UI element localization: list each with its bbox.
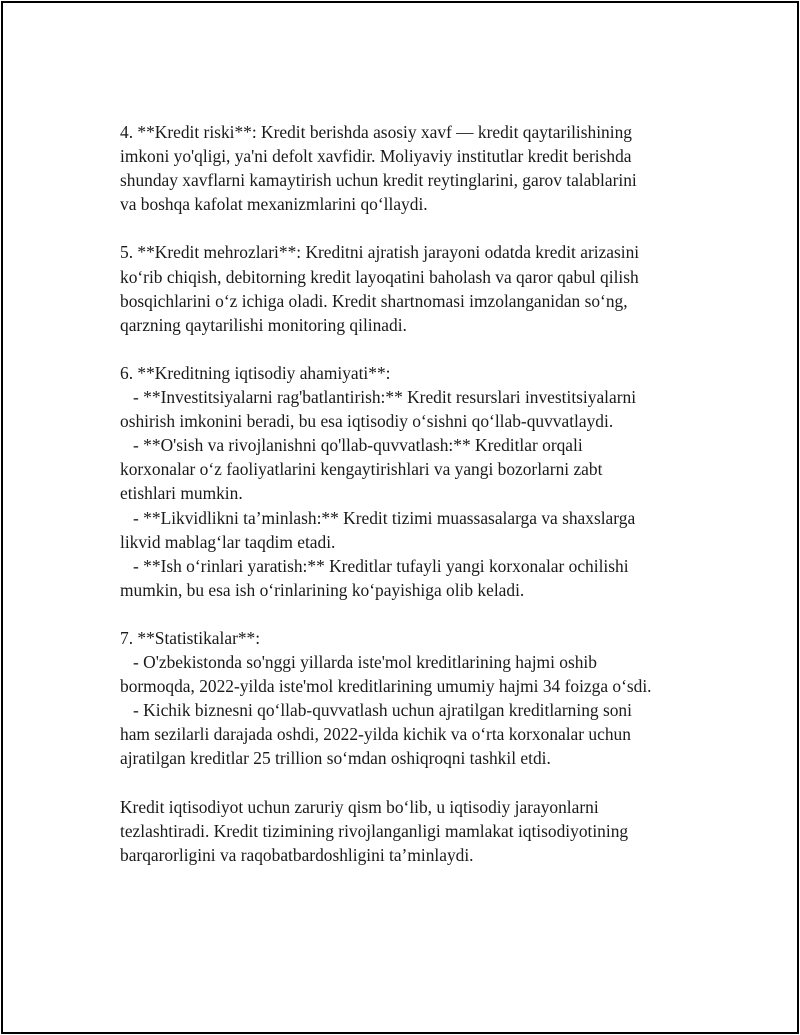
text-line: korxonalar o‘z faoliyatlarini kengaytirishlari va yangi bozorlarni zabt bbox=[120, 459, 603, 480]
text-line: - **Ish o‘rinlari yaratish:** Kreditlar tufayli yangi korxonalar ochilishi bbox=[120, 555, 629, 576]
paragraph-spacer bbox=[120, 602, 690, 626]
text-line: - **Likvidlikni ta’minlash:** Kredit tizimi muassasalarga va shaxslarga bbox=[120, 507, 636, 528]
text-line: va boshqa kafolat mexanizmlarini qo‘llaydi. bbox=[120, 194, 428, 215]
text-line: ajratilgan kreditlar 25 trillion so‘mdan oshiqroqni tashkil etdi. bbox=[120, 748, 551, 769]
text-line: tezlashtiradi. Kredit tizimining rivojlanganligi mamlakat iqtisodiyotining bbox=[120, 820, 629, 841]
text-line: 4. **Kredit riski**: Kredit berishda asosiy xavf — kredit qaytarilishining bbox=[120, 122, 632, 142]
paragraph-economic-importance bbox=[120, 361, 690, 602]
text-line: barqarorligini va raqobatbardoshligini ta’minlaydi. bbox=[120, 844, 474, 865]
paragraph-spacer bbox=[120, 216, 690, 240]
text-line: bosqichlarini o‘z ichiga oladi. Kredit shartnomasi imzolanganidan so‘ng, bbox=[120, 290, 628, 311]
text-line: - Kichik biznesni qo‘llab-quvvatlash uchun ajratilgan kreditlarning soni bbox=[120, 700, 632, 721]
text-line: 7. **Statistikalar**: bbox=[120, 627, 261, 648]
paragraph-credit-mechanisms bbox=[120, 240, 690, 336]
paragraph-spacer bbox=[120, 337, 690, 361]
text-line: Kredit iqtisodiyot uchun zaruriy qism bo‘lib, u iqtisodiy jarayonlarni bbox=[120, 796, 599, 817]
paragraph-credit-risk bbox=[120, 120, 690, 216]
paragraph-statistics bbox=[120, 626, 690, 771]
text-line: 6. **Kreditning iqtisodiy ahamiyati**: bbox=[120, 362, 391, 383]
text-line: qarzning qaytarilishi monitoring qilinadi. bbox=[120, 314, 407, 335]
text-line: ko‘rib chiqish, debitorning kredit layoqatini baholash va qaror qabul qilish bbox=[120, 266, 639, 287]
document-body bbox=[120, 120, 690, 867]
text-line: ham sezilarli darajada oshdi, 2022-yilda kichik va o‘rta korxonalar uchun bbox=[120, 724, 631, 745]
page-frame bbox=[1, 1, 799, 1034]
text-line: mumkin, bu esa ish o‘rinlarining ko‘payishiga olib keladi. bbox=[120, 579, 525, 600]
text-line: likvid mablag‘lar taqdim etadi. bbox=[120, 531, 336, 552]
text-line: - O'zbekistonda so'nggi yillarda iste'mol kreditlarining hajmi oshib bbox=[120, 652, 597, 673]
text-line: - **Investitsiyalarni rag'batlantirish:** Kredit resurslari investitsiyalarni bbox=[120, 387, 637, 408]
text-line: shunday xavflarni kamaytirish uchun kredit reytinglarini, garov talablarini bbox=[120, 170, 637, 191]
paragraph-spacer bbox=[120, 771, 690, 795]
text-line: - **O'sish va rivojlanishni qo'llab-quvvatlash:** Kreditlar orqali bbox=[120, 435, 583, 456]
text-line: 5. **Kredit mehrozlari**: Kreditni ajratish jarayoni odatda kredit arizasini bbox=[120, 242, 640, 263]
text-line: oshirish imkonini beradi, bu esa iqtisodiy o‘sishni qo‘llab-quvvatlaydi. bbox=[120, 411, 614, 432]
text-line: etishlari mumkin. bbox=[120, 483, 243, 504]
text-line: bormoqda, 2022-yilda iste'mol kreditlarining umumiy hajmi 34 foizga o‘sdi. bbox=[120, 676, 652, 697]
text-line: imkoni yo'qligi, ya'ni defolt xavfidir. Moliyaviy institutlar kredit berishda bbox=[120, 146, 632, 167]
paragraph-conclusion bbox=[120, 795, 690, 867]
